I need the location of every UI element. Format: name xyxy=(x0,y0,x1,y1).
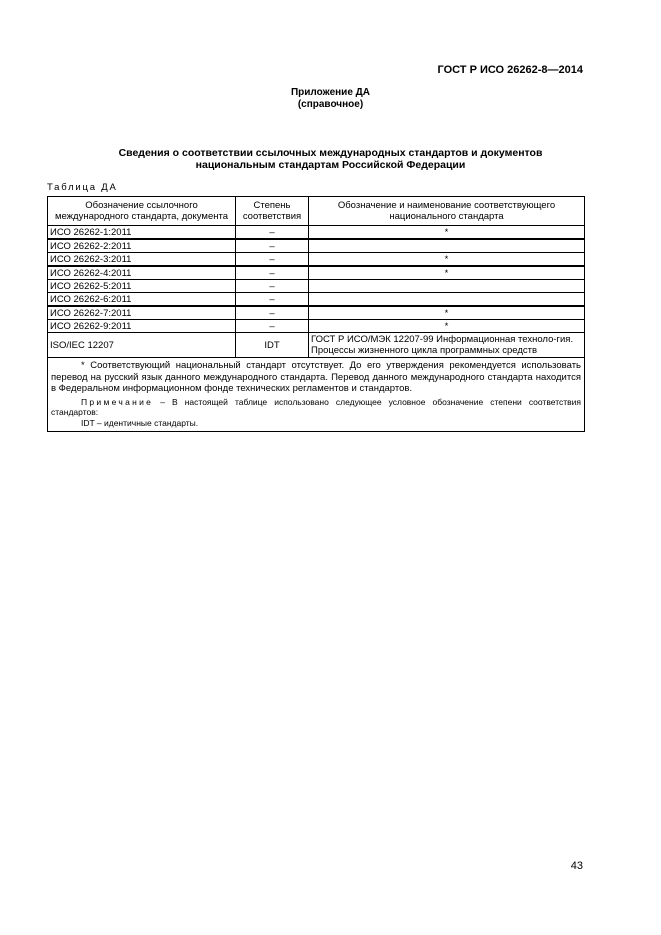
cell-degree: – xyxy=(236,306,309,320)
page-number: 43 xyxy=(570,860,583,872)
cell-reference: ISO/IEC 12207 xyxy=(48,333,236,358)
correspondence-table xyxy=(47,196,585,432)
table-row xyxy=(48,253,585,267)
cell-national xyxy=(309,280,585,293)
cell-degree: IDT xyxy=(236,333,309,358)
note-label: Примечание xyxy=(81,396,154,407)
cell-degree: – xyxy=(236,226,309,240)
table-footer xyxy=(48,358,585,432)
footnote: * Соответствующий национальный стандарт отсутствует. До его утверждения рекомендуется использовать перевод на русский язык данного международного стандарта. Перевод данного международного стандарта находится в Федеральном информационном фонде технических регламентов и стандартов. xyxy=(51,360,581,394)
cell-degree: – xyxy=(236,293,309,307)
cell-national: * xyxy=(309,266,585,280)
cell-degree: – xyxy=(236,280,309,293)
note xyxy=(51,397,581,418)
cell-degree: – xyxy=(236,320,309,333)
table-row xyxy=(48,306,585,320)
table-row xyxy=(48,239,585,253)
cell-reference: ИСО 26262-5:2011 xyxy=(48,280,236,293)
section-title-line1: Сведения о соответствии ссылочных международных стандартов и документов xyxy=(118,147,543,159)
cell-national: * xyxy=(309,253,585,267)
cell-reference: ИСО 26262-3:2011 xyxy=(48,253,236,267)
cell-reference: ИСО 26262-7:2011 xyxy=(48,306,236,320)
cell-national: * xyxy=(309,320,585,333)
cell-reference: ИСО 26262-2:2011 xyxy=(48,239,236,253)
header-reference: Обозначение ссылочного международного стандарта, документа xyxy=(48,197,236,226)
section-title xyxy=(0,147,661,171)
cell-degree: – xyxy=(236,239,309,253)
note-item: IDT – идентичные стандарты. xyxy=(81,417,199,428)
table-row xyxy=(48,320,585,333)
cell-reference: ИСО 26262-4:2011 xyxy=(48,266,236,280)
document-code: ГОСТ Р ИСО 26262-8—2014 xyxy=(437,64,583,76)
cell-national: * xyxy=(309,306,585,320)
header-national: Обозначение и наименование соответствующего национального стандарта xyxy=(309,197,585,226)
cell-national xyxy=(309,293,585,307)
cell-national: ГОСТ Р ИСО/МЭК 12207-99 Информационная техноло-гия. Процессы жизненного цикла программных средств xyxy=(309,333,585,358)
appendix-subtitle: (справочное) xyxy=(297,99,364,110)
table-row xyxy=(48,280,585,293)
table-row xyxy=(48,293,585,307)
cell-reference: ИСО 26262-1:2011 xyxy=(48,226,236,240)
section-title-line2: национальным стандартам Российской Федерации xyxy=(195,159,466,171)
cell-national xyxy=(309,239,585,253)
appendix-title: Приложение ДА xyxy=(290,87,371,98)
table-row xyxy=(48,266,585,280)
cell-national: * xyxy=(309,226,585,240)
table-row xyxy=(48,226,585,240)
table-header-row xyxy=(48,197,585,226)
table-label: Таблица ДА xyxy=(47,182,118,193)
cell-degree: – xyxy=(236,266,309,280)
header-degree: Степень соответствия xyxy=(236,197,309,226)
table-footer-row xyxy=(48,358,585,432)
note-text: – В настоящей таблице использовано следующее условное обозначение степени соответствия стандартов: xyxy=(51,396,581,417)
cell-reference: ИСО 26262-6:2011 xyxy=(48,293,236,307)
cell-reference: ИСО 26262-9:2011 xyxy=(48,320,236,333)
table-row xyxy=(48,333,585,358)
cell-degree: – xyxy=(236,253,309,267)
appendix-heading xyxy=(0,87,661,111)
